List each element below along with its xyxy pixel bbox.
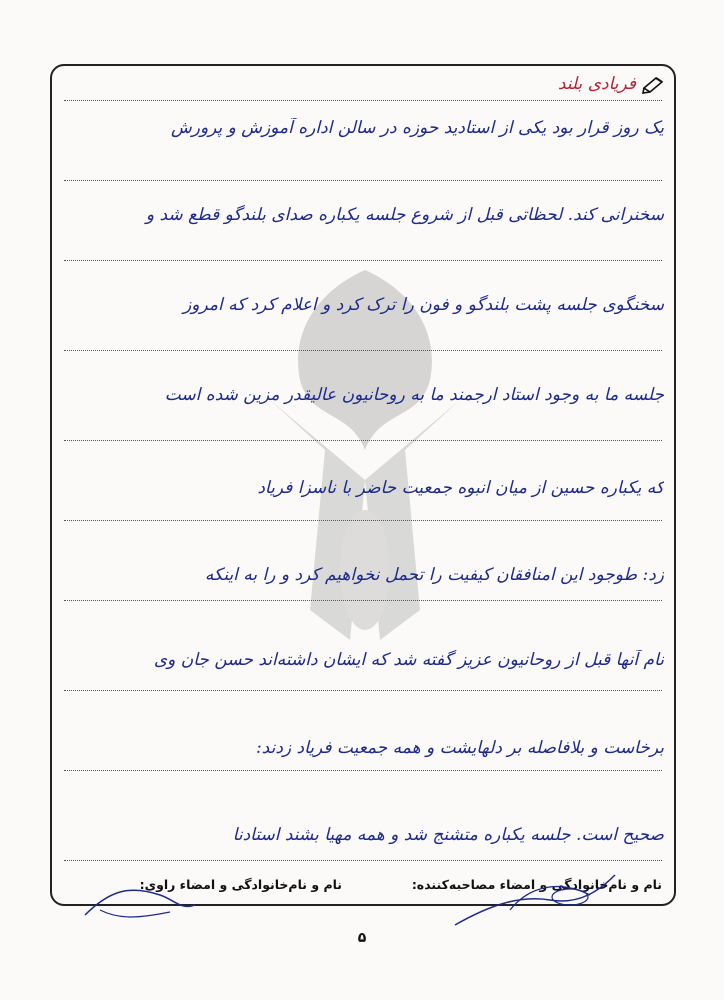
- handwritten-line: نام آنها قبل از روحانیون عزیز گفته شد که ایشان داشته‌اند حسن جان وی: [153, 650, 664, 670]
- signature-mark: [80, 870, 200, 930]
- ruled-line: [64, 600, 662, 601]
- ruled-line: [64, 350, 662, 351]
- page-number: ۵: [357, 930, 367, 946]
- handwritten-line: یک روز قرار بود یکی از استادید حوزه در سالن اداره آموزش و پرورش: [171, 118, 664, 138]
- narrator-signature-label: نام و نام‌خانوادگی و امضاء راوی:: [139, 877, 342, 892]
- handwritten-line: جلسه ما به وجود استاد ارجمند ما به روحانیون عالیقدر مزین شده است: [164, 385, 664, 405]
- heading-row: [558, 70, 666, 98]
- ruled-line: [64, 690, 662, 691]
- ruled-line: [64, 520, 662, 521]
- signature-mark: [450, 865, 620, 935]
- ruled-line: [64, 260, 662, 261]
- handwritten-line: سخنگوی جلسه پشت بلندگو و فون را ترک کرد و اعلام کرد که امروز: [183, 295, 664, 315]
- page-heading: فریادی بلند: [557, 74, 636, 94]
- ruled-line: [64, 180, 662, 181]
- handwritten-line: که یکباره حسین از میان انبوه جمعیت حاضر با ناسزا فریاد: [257, 478, 664, 498]
- ruled-line: [64, 100, 662, 101]
- ruled-line: [64, 770, 662, 771]
- handwritten-line: سخنرانی کند. لحظاتی قبل از شروع جلسه یکباره صدای بلندگو قطع شد و: [145, 205, 664, 225]
- interviewer-signature-label: نام و نام‌خانوادگی و امضاء مصاحبه‌کننده:: [411, 877, 662, 892]
- handwritten-line: صحیح است. جلسه یکباره متشنج شد و همه مهیا بشند استادنا: [232, 825, 664, 845]
- handwritten-line: زد: طوجود این امنافقان کیفیت را تحمل نخواهیم کرد و را به اینکه: [204, 565, 664, 585]
- pen-icon: [642, 74, 666, 94]
- ruled-line: [64, 440, 662, 441]
- handwritten-line: برخاست و بلافاصله بر دلهایشت و همه جمعیت فریاد زدند:: [255, 738, 664, 758]
- ruled-line: [64, 860, 662, 861]
